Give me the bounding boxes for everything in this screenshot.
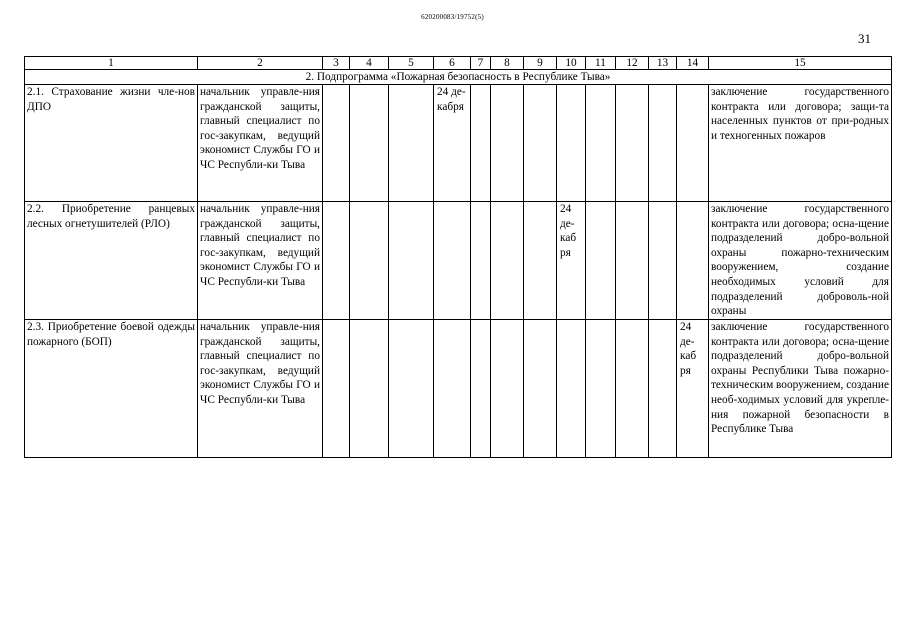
table-row — [25, 320, 892, 458]
activity-name: 2.1. Страхование жизни чле-нов ДПО — [25, 85, 198, 202]
empty-cell — [323, 202, 350, 320]
page-number: 31 — [858, 31, 871, 46]
column-header: 10 — [557, 57, 586, 70]
empty-cell — [471, 85, 491, 202]
activity-name: 2.3. Приобретение боевой одежды пожарного (БОП) — [25, 320, 198, 458]
empty-cell — [586, 202, 616, 320]
column-header: 2 — [198, 57, 323, 70]
empty-cell — [677, 202, 709, 320]
empty-cell — [491, 85, 524, 202]
empty-cell — [616, 320, 649, 458]
empty-cell — [586, 85, 616, 202]
column-header: 12 — [616, 57, 649, 70]
empty-cell — [586, 320, 616, 458]
deadline-cell: 24 де-каб ря — [677, 320, 709, 458]
column-header: 3 — [323, 57, 350, 70]
empty-cell — [471, 202, 491, 320]
column-header: 14 — [677, 57, 709, 70]
responsible-executor: начальник управле-ния гражданской защиты, главный специалист по гос-закупкам, ведущий экономист Службы ГО и ЧС Республи-ки Тыва — [198, 202, 323, 320]
activity-name: 2.2. Приобретение ранцевых лесных огнетушителей (РЛО) — [25, 202, 198, 320]
deadline-cell: 24 де-каб ря — [557, 202, 586, 320]
column-header: 4 — [350, 57, 389, 70]
empty-cell — [471, 320, 491, 458]
empty-cell — [524, 85, 557, 202]
column-header: 7 — [471, 57, 491, 70]
column-number-row — [25, 57, 892, 70]
empty-cell — [350, 202, 389, 320]
empty-cell — [323, 85, 350, 202]
subprogram-title: 2. Подпрограмма «Пожарная безопасность в Республике Тыва» — [25, 70, 892, 85]
empty-cell — [649, 85, 677, 202]
column-header: 1 — [25, 57, 198, 70]
empty-cell — [434, 320, 471, 458]
plan-table — [24, 56, 892, 458]
column-header: 15 — [709, 57, 892, 70]
empty-cell — [389, 320, 434, 458]
empty-cell — [649, 320, 677, 458]
empty-cell — [616, 202, 649, 320]
empty-cell — [557, 85, 586, 202]
expected-result: заключение государственного контракта или договора; осна-щение подразделений добро-вольной охраны пожарно-техническим вооружением, создание необходимых условий для подразделений доброволь-ной охраны — [709, 202, 892, 320]
document-id: 62020008З/19752(5) — [421, 13, 484, 21]
empty-cell — [389, 85, 434, 202]
empty-cell — [524, 202, 557, 320]
column-header: 5 — [389, 57, 434, 70]
expected-result: заключение государственного контракта или договора; защи-та населенных пунктов от при-родных и техногенных пожаров — [709, 85, 892, 202]
subprogram-row — [25, 70, 892, 85]
expected-result: заключение государственного контракта или договора; осна-щение подразделений добро-вольной охраны Республики Тыва пожарно-техническим вооружением, создание необ-ходимых условий для укрепле-ния пожарной безопасности в Республике Тыва — [709, 320, 892, 458]
empty-cell — [616, 85, 649, 202]
table-row — [25, 85, 892, 202]
empty-cell — [350, 320, 389, 458]
empty-cell — [677, 85, 709, 202]
empty-cell — [389, 202, 434, 320]
empty-cell — [323, 320, 350, 458]
column-header: 9 — [524, 57, 557, 70]
table-row — [25, 202, 892, 320]
empty-cell — [491, 320, 524, 458]
empty-cell — [434, 202, 471, 320]
column-header: 13 — [649, 57, 677, 70]
column-header: 11 — [586, 57, 616, 70]
empty-cell — [350, 85, 389, 202]
responsible-executor: начальник управле-ния гражданской защиты, главный специалист по гос-закупкам, ведущий экономист Службы ГО и ЧС Республи-ки Тыва — [198, 85, 323, 202]
deadline-cell: 24 де-кабря — [434, 85, 471, 202]
empty-cell — [524, 320, 557, 458]
empty-cell — [649, 202, 677, 320]
column-header: 8 — [491, 57, 524, 70]
column-header: 6 — [434, 57, 471, 70]
empty-cell — [491, 202, 524, 320]
empty-cell — [557, 320, 586, 458]
responsible-executor: начальник управле-ния гражданской защиты, главный специалист по гос-закупкам, ведущий экономист Службы ГО и ЧС Республи-ки Тыва — [198, 320, 323, 458]
